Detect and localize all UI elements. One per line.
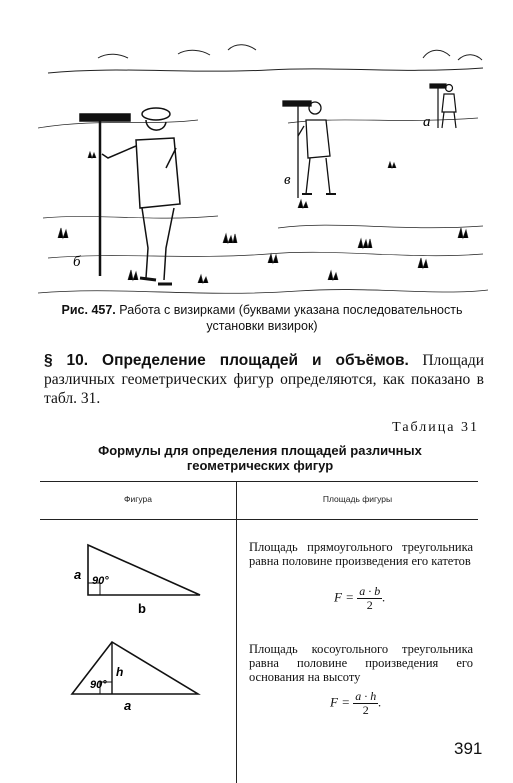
formula-denominator: 2	[366, 598, 373, 612]
oblique-triangle-formula	[330, 690, 381, 717]
label-a: а	[423, 114, 431, 130]
side-a-label: a	[74, 567, 82, 582]
table-title	[60, 443, 460, 473]
formula-numerator: a · b	[359, 584, 381, 598]
formula-lhs: F =	[334, 589, 354, 605]
formula-period-2: .	[378, 694, 382, 710]
table-column-divider	[236, 481, 237, 783]
column-header-area: Площадь фигуры	[322, 494, 393, 504]
page-number: 391	[454, 739, 483, 758]
right-angle-label: 90°	[92, 575, 109, 587]
right-triangle-description: Площадь прямоугольного треугольника равна половине произведения его катетов	[249, 540, 473, 568]
surveying-illustration	[38, 8, 488, 303]
label-b: б	[73, 254, 81, 270]
oblique-triangle-figure	[62, 632, 212, 712]
formula-lhs-2: F =	[330, 694, 350, 710]
oblique-triangle-description: Площадь косоугольного треугольника равна половине произведения его основания на высоту	[249, 642, 473, 684]
formula-fraction	[357, 585, 382, 612]
far-soldier	[430, 84, 456, 128]
section-paragraph	[44, 351, 484, 408]
table-label: Таблица 31	[392, 420, 479, 435]
side-b-label: b	[138, 601, 146, 615]
height-h-label: h	[116, 665, 124, 679]
section-heading: § 10. Определение площадей и объёмов.	[44, 352, 409, 369]
right-triangle-formula	[334, 585, 385, 612]
right-triangle-figure	[60, 535, 210, 615]
caption-text: Работа с визирками (буквами указана последовательность установки визирок)	[119, 303, 463, 333]
formula-period: .	[382, 589, 386, 605]
table-title-line2: геометрических фигур	[186, 458, 334, 473]
formula-denominator-2: 2	[362, 703, 369, 717]
section-body: Площади различных геометрических фигур определяются, как показано в табл. 31.	[44, 352, 485, 407]
table-title-line1: Формулы для определения площадей различных	[98, 443, 422, 458]
middle-soldier	[283, 101, 336, 198]
column-header-figure: Фигура	[124, 494, 152, 504]
label-v: в	[284, 172, 291, 188]
caption-number: Рис. 457.	[61, 303, 116, 317]
table-header-rule	[40, 519, 478, 520]
near-soldier	[80, 108, 180, 284]
formula-numerator-2: a · h	[355, 689, 377, 703]
right-angle-label-2: 90°	[90, 679, 107, 691]
table-top-rule	[40, 481, 478, 482]
landscape	[38, 45, 488, 294]
figure-caption	[42, 302, 482, 334]
formula-fraction-2	[353, 690, 378, 717]
base-a-label: a	[124, 698, 132, 712]
